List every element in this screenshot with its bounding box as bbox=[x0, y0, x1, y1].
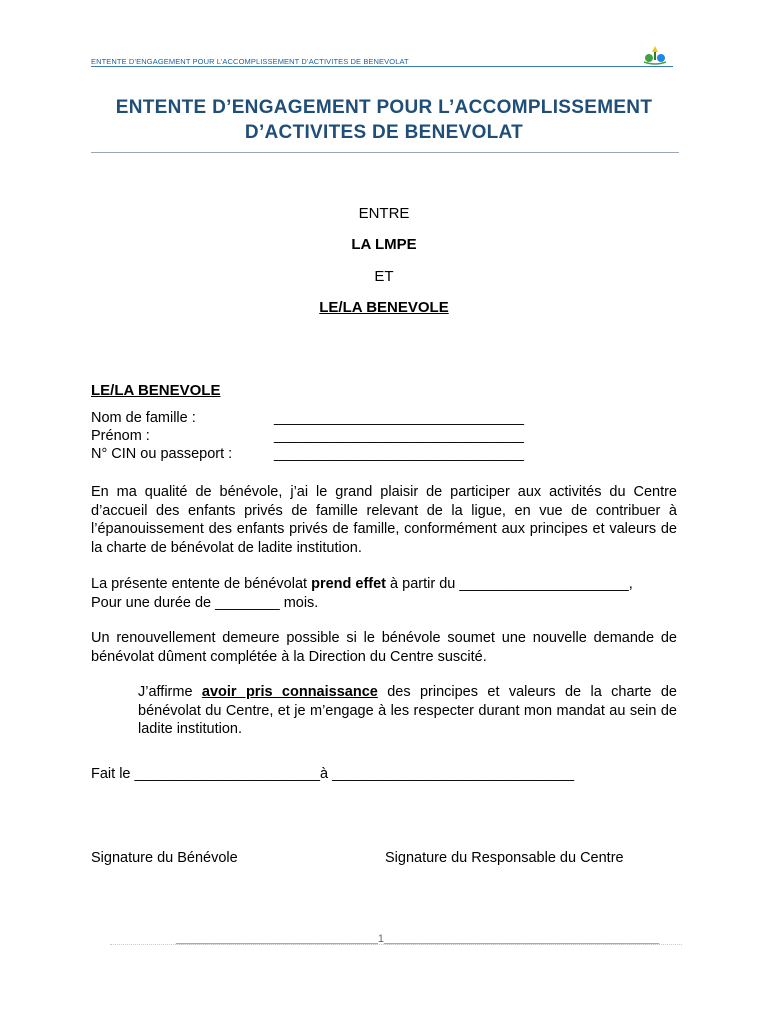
title-rule bbox=[91, 152, 679, 153]
running-header: ENTENTE D’ENGAGEMENT POUR L’ACCOMPLISSEMENT D’ACTIVITES DE BENEVOLAT bbox=[91, 57, 409, 66]
signature-manager: Signature du Responsable du Centre bbox=[385, 850, 624, 866]
party-benevole bbox=[0, 299, 768, 316]
effect-pre: La présente entente de bénévolat bbox=[91, 576, 312, 592]
effect-line-2: Pour une durée de ________ mois. bbox=[91, 594, 319, 611]
footer-rule bbox=[110, 944, 682, 945]
field-label-nom: Nom de famille : bbox=[91, 410, 196, 426]
paragraph-affirmation bbox=[138, 683, 677, 739]
entre-label: ENTRE bbox=[358, 205, 410, 222]
paragraph-effect bbox=[91, 575, 691, 612]
fait-le-line[interactable]: Fait le _______________________à ______________________________ bbox=[91, 766, 575, 782]
field-blank-cin[interactable]: _______________________________ bbox=[274, 446, 524, 462]
party-lmpe: LA LMPE bbox=[351, 236, 417, 253]
title-line-1: ENTENTE D’ENGAGEMENT POUR L’ACCOMPLISSEMENT bbox=[115, 97, 653, 118]
document-title bbox=[88, 95, 680, 145]
header-rule bbox=[91, 66, 673, 67]
page-number: _________________________________1_____________________________________________ bbox=[176, 933, 660, 945]
title-line-2: D’ACTIVITES DE BENEVOLAT bbox=[244, 122, 524, 143]
effect-line-1 bbox=[91, 575, 691, 594]
organization-logo-icon bbox=[640, 44, 670, 66]
field-blank-prenom[interactable]: _______________________________ bbox=[274, 428, 524, 444]
affirm-bold: avoir pris connaissance bbox=[201, 684, 378, 700]
effect-post: à partir du _____________________, bbox=[386, 576, 633, 592]
party-benevole-text: LE/LA BENEVOLE bbox=[319, 299, 449, 316]
affirm-pre: J’affirme bbox=[138, 684, 202, 700]
signature-volunteer: Signature du Bénévole bbox=[91, 850, 238, 866]
volunteer-heading: LE/LA BENEVOLE bbox=[91, 382, 221, 399]
paragraph-renewal: Un renouvellement demeure possible si le bénévole soumet une nouvelle demande de bénévolat dûment complétée à la Direction du Centre suscité. bbox=[91, 630, 677, 665]
et-label: ET bbox=[374, 268, 394, 285]
effect-bold: prend effet bbox=[311, 576, 387, 592]
field-blank-nom[interactable]: _______________________________ bbox=[274, 410, 524, 426]
affirm-post: des principes et valeurs de la charte de bénévolat du Centre, et je m’engage à les respecter durant mon mandat au sein de ladite institution. bbox=[138, 684, 677, 737]
paragraph-engagement: En ma qualité de bénévole, j’ai le grand plaisir de participer aux activités du Centre d’accueil des enfants privés de famille relevant de la ligue, en vue de contribuer à l’épanouissement des enfants privés de famille, conformément aux principes et valeurs de la charte de bénévolat de ladite institution. bbox=[91, 484, 677, 556]
field-label-cin: N° CIN ou passeport : bbox=[91, 446, 233, 462]
field-label-prenom: Prénom : bbox=[91, 428, 150, 444]
